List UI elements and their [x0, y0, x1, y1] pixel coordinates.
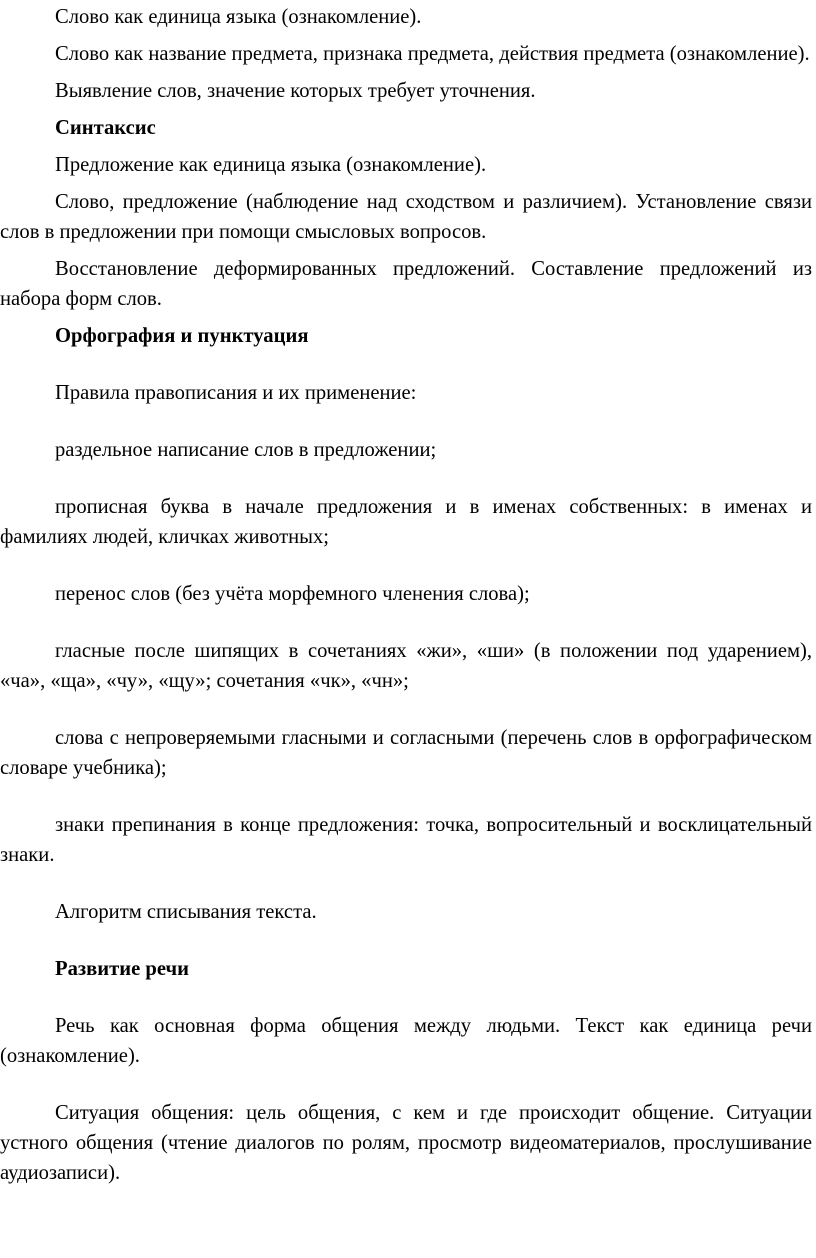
heading-orthography: Орфография и пунктуация — [55, 325, 309, 347]
list-item-punctuation-marks: знаки препинания в конце предложения: точка, вопросительный и восклицательный знаки. — [0, 814, 812, 866]
list-item-unverifiable-vowels: слова с непроверяемыми гласными и согласными (перечень слов в орфографическом словаре учебника); — [0, 727, 812, 779]
heading-speech-development: Развитие речи — [55, 958, 189, 980]
paragraph-word-as-unit: Слово как единица языка (ознакомление). — [55, 6, 422, 28]
paragraph-word-sentence: Слово, предложение (наблюдение над сходством и различием). Установление связи слов в предложении при помощи смысловых вопросов. — [0, 191, 812, 243]
list-item-capital-letter: прописная буква в начале предложения и в именах собственных: в именах и фамилиях людей, кличках животных; — [0, 496, 812, 548]
paragraph-communication-situation: Ситуация общения: цель общения, с кем и где происходит общение. Ситуации устного общения (чтение диалогов по ролям, просмотр видеоматериалов, прослушивание аудиозаписи). — [0, 1102, 812, 1184]
paragraph-speech-communication: Речь как основная форма общения между людьми. Текст как единица речи (ознакомление). — [0, 1015, 812, 1067]
paragraph-word-as-name: Слово как название предмета, признака предмета, действия предмета (ознакомление). — [55, 43, 810, 65]
list-item-separate-writing: раздельное написание слов в предложении; — [55, 439, 437, 461]
heading-syntax: Синтаксис — [55, 117, 156, 139]
paragraph-word-clarification: Выявление слов, значение которых требует уточнения. — [55, 80, 536, 102]
paragraph-deformed-sentences: Восстановление деформированных предложений. Составление предложений из набора форм слов. — [0, 258, 812, 310]
paragraph-spelling-rules: Правила правописания и их применение: — [55, 382, 417, 404]
list-item-word-hyphenation: перенос слов (без учёта морфемного членения слова); — [55, 583, 530, 605]
list-item-vowels-after-sibilants: гласные после шипящих в сочетаниях «жи», «ши» (в положении под ударением), «ча», «ща», «чу», «щу»; сочетания «чк», «чн»; — [0, 640, 812, 692]
paragraph-copying-algorithm: Алгоритм списывания текста. — [55, 901, 317, 923]
paragraph-sentence-as-unit: Предложение как единица языка (ознакомление). — [55, 154, 487, 176]
